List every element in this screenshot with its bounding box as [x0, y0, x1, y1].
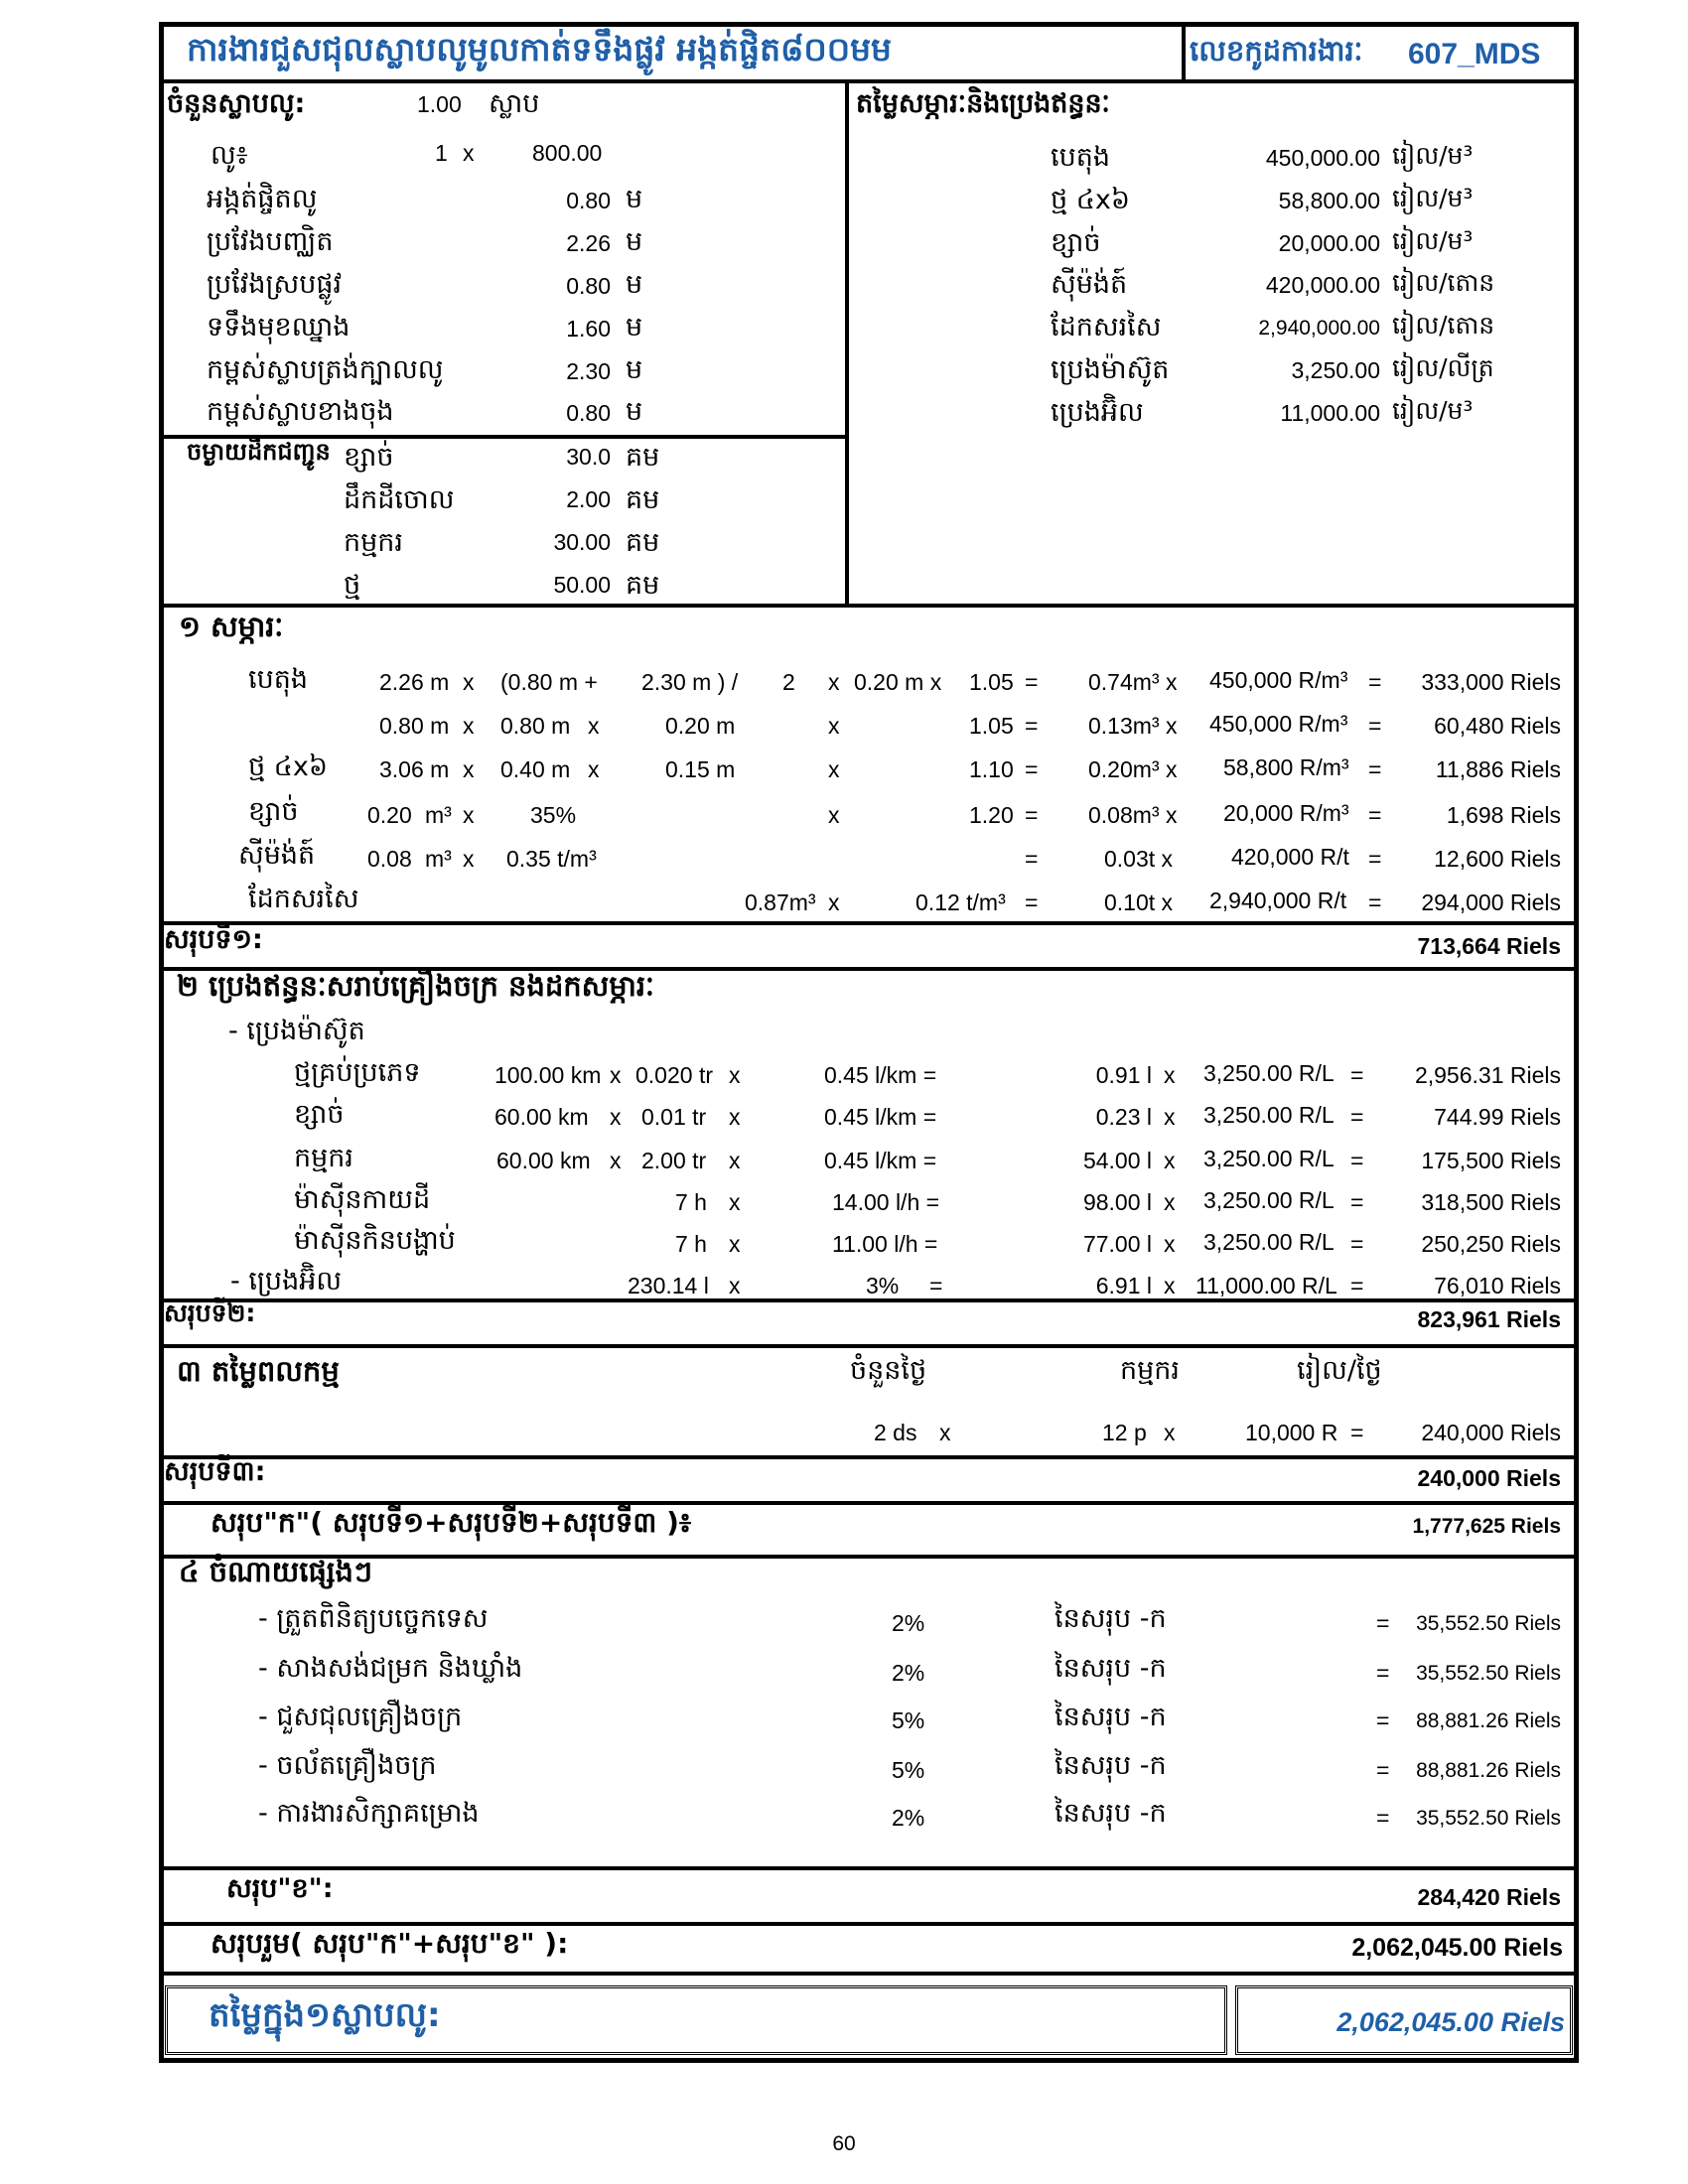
subtotal1-rule [159, 921, 1579, 925]
grand-total-label: សរុបរួម( សរុប"ក"+សរុប"ខ" ): [211, 1927, 569, 1960]
calc-cell: = [1350, 1148, 1364, 1173]
calc-cell: = [1368, 802, 1382, 828]
calc-cell: m³ [425, 846, 452, 872]
labor-workers-header: កម្មករ [1120, 1355, 1180, 1386]
fuel-heading: ២ ប្រេងឥន្ធនៈសរាប់គ្រឿងចក្រ នងដកសម្ភារៈ [177, 969, 654, 1003]
sand-label: ខ្សាច់ [248, 796, 299, 827]
calc-cell: = [1025, 802, 1039, 828]
total-b-label: សរុប"ខ": [226, 1873, 334, 1904]
calc-cell: x [610, 1148, 622, 1173]
calc-cell: 0.87m³ [745, 889, 816, 915]
calc-cell: x [588, 756, 600, 782]
calc-cell: 420,000 R/t [1231, 844, 1349, 870]
calc-cell: 450,000 R/m³ [1209, 667, 1348, 693]
price-label: ថ្ម ៤x៦ [1051, 185, 1130, 215]
oil-label: - ប្រេងអ៊ិល [230, 1266, 343, 1297]
line-amount: 35,552.50 Riels [1416, 1662, 1561, 1685]
section1-rule [159, 604, 1579, 608]
dim-label: ប្រវែងស្របផ្លូវ [207, 269, 343, 300]
calc-cell: 3,250.00 R/L [1203, 1146, 1335, 1171]
calc-cell: = [1350, 1189, 1364, 1215]
fuel-item-label: កម្មករ [294, 1143, 353, 1173]
misc-item-of: នៃសរុប -ក [1055, 1750, 1167, 1781]
calc-cell: = [1025, 846, 1039, 872]
calc-cell: 0.20m³ x [1088, 756, 1178, 782]
misc-item-label: - ចល័តគ្រឿងចក្រ [258, 1750, 437, 1781]
calc-cell: = [1376, 1757, 1390, 1783]
price-label: បេតុង [1051, 142, 1110, 173]
labor-days: 2 ds [874, 1420, 917, 1445]
calc-cell: 11,000.00 R/L [1196, 1273, 1337, 1298]
line-amount: 88,881.26 Riels [1416, 1759, 1561, 1782]
calc-cell: x [463, 756, 475, 782]
dim-unit: ម [626, 396, 643, 427]
price-label: ដែកសរសៃ [1051, 312, 1162, 342]
calc-cell: x [463, 846, 475, 872]
calc-cell: = [1376, 1610, 1390, 1636]
distance-label: ដឹកដីចោល [344, 484, 455, 515]
calc-cell: 3,250.00 R/L [1203, 1229, 1335, 1255]
dim-value: 0.80 [566, 188, 611, 213]
calc-cell: 77.00 l [1082, 1231, 1152, 1257]
dim-value: 2.26 [566, 230, 611, 256]
misc-item-of: នៃសរុប -ក [1055, 1603, 1167, 1634]
dim-unit: ម [626, 184, 643, 214]
calc-cell: 3% [866, 1273, 900, 1298]
subtotal1-label: សរុបទី១: [164, 924, 263, 955]
fuel-item-label: ម៉ាស៊ីនកិនបង្ហាប់ [294, 1225, 456, 1256]
labor-rate-header: រៀល/ថ្ងៃ [1297, 1355, 1382, 1386]
calc-cell: x [610, 1104, 622, 1130]
calc-cell: 35% [530, 802, 577, 828]
calc-cell: = [1350, 1231, 1364, 1257]
unit-price-value: 2,062,045.00 Riels [1336, 2007, 1565, 2037]
calc-cell: 450,000 R/m³ [1209, 711, 1348, 737]
line-amount: 12,600 Riels [1434, 846, 1561, 872]
calc-cell: 100.00 km [494, 1062, 602, 1088]
dim-value: 1.60 [566, 316, 611, 341]
calc-cell: x [588, 713, 600, 739]
calc-cell: 2 [782, 669, 795, 695]
calc-cell: 0.10t x [1104, 889, 1174, 915]
work-code-value: 607_MDS [1408, 38, 1541, 70]
price-label: ប្រេងម៉ាស៊ូត [1051, 354, 1170, 385]
calc-cell: = [929, 1273, 943, 1298]
dim-unit: ម [626, 312, 643, 342]
calc-cell: 3.06 m [379, 756, 450, 782]
calc-cell: 60.00 km [496, 1148, 591, 1173]
calc-cell: = [1376, 1660, 1390, 1686]
calc-cell: 0.01 tr [641, 1104, 707, 1130]
calc-cell: m³ [425, 802, 452, 828]
line-amount: 11,886 Riels [1435, 756, 1561, 782]
calc-cell: 6.91 l [1095, 1273, 1152, 1298]
calc-cell: x [463, 713, 475, 739]
cement-label: ស៊ីម៉ង់ត៍ [238, 840, 316, 871]
calc-cell: 54.00 l [1082, 1148, 1152, 1173]
calc-cell: 0.91 l [1095, 1062, 1152, 1088]
calc-cell: = [1025, 713, 1039, 739]
section3-rule [159, 1344, 1579, 1348]
calc-cell: = [1350, 1420, 1364, 1445]
calc-cell: x [729, 1273, 741, 1298]
dim-unit: ម [626, 269, 643, 300]
line-amount: 333,000 Riels [1421, 669, 1561, 695]
line-amount: 35,552.50 Riels [1416, 1807, 1561, 1830]
calc-cell: x [729, 1231, 741, 1257]
calc-cell: 0.020 tr [635, 1062, 713, 1088]
calc-cell: 1.05 [969, 669, 1014, 695]
calc-cell: 2.30 m ) / [641, 669, 739, 695]
line-amount: 744.99 Riels [1434, 1104, 1561, 1130]
calc-cell: x [463, 669, 475, 695]
labor-workers: 12 p [1102, 1420, 1147, 1445]
misc-item-of: នៃសរុប -ក [1055, 1653, 1167, 1684]
calc-cell: 14.00 l/h = [832, 1189, 940, 1215]
distance-label: កម្មករ [344, 527, 403, 558]
dim-value: 2.30 [566, 358, 611, 384]
dim-unit: ម [626, 226, 643, 257]
calc-cell: x [1164, 1420, 1176, 1445]
culvert-x: x [463, 140, 475, 166]
stone-label: ថ្ម ៤x៦ [248, 751, 328, 782]
info-divider [845, 79, 849, 606]
calc-cell: x [1164, 1189, 1176, 1215]
distance-value: 30.0 [566, 444, 611, 470]
price-value: 20,000.00 [1278, 230, 1380, 256]
price-label: ខ្សាច់ [1051, 227, 1101, 258]
calc-cell: = [1350, 1104, 1364, 1130]
dim-label: កម្ពស់ស្លាបខាងចុង [207, 396, 394, 427]
calc-cell: x [828, 802, 840, 828]
calc-cell: = [1025, 889, 1039, 915]
misc-item-pct: 2% [892, 1610, 925, 1636]
calc-cell: (0.80 m + [500, 669, 598, 695]
total-b-value: 284,420 Riels [1417, 1884, 1561, 1910]
calc-cell: x [1164, 1062, 1176, 1088]
total-a-value: 1,777,625 Riels [1412, 1515, 1561, 1538]
total-b-rule [159, 1866, 1579, 1870]
misc-item-label: - សាងសង់ជម្រក និងឃ្លាំង [258, 1653, 523, 1684]
calc-cell: = [1350, 1273, 1364, 1298]
quantity-heading: ចំនួនស្លាបលូ: [167, 88, 306, 119]
prices-heading: តម្លៃសម្ភារៈនិងប្រេងឥន្ធនៈ [856, 88, 1110, 119]
calc-cell: 60.00 km [494, 1104, 589, 1130]
calc-cell: = [1368, 846, 1382, 872]
price-value: 450,000.00 [1265, 145, 1380, 171]
price-label: ស៊ីម៉ង់ត៍ [1051, 269, 1128, 300]
price-value: 2,940,000.00 [1258, 317, 1380, 340]
calc-cell: = [1025, 756, 1039, 782]
calc-cell: 0.80 m [379, 713, 450, 739]
dim-value: 0.80 [566, 400, 611, 426]
calc-cell: 1.05 [969, 713, 1014, 739]
grand-total-value: 2,062,045.00 Riels [1351, 1934, 1563, 1962]
calc-cell: 11.00 l/h = [832, 1231, 938, 1257]
misc-item-label: - ជួសជុលគ្រឿងចក្រ [258, 1702, 463, 1732]
misc-item-pct: 5% [892, 1707, 925, 1733]
culvert-count: 1 [435, 140, 448, 166]
subtotal2-label: សរុបទី២: [164, 1298, 256, 1327]
line-amount: 1,698 Riels [1446, 802, 1561, 828]
calc-cell: x [828, 713, 840, 739]
distance-unit: គម [626, 484, 660, 515]
distance-value: 30.00 [553, 529, 611, 555]
distance-unit: គម [626, 442, 660, 473]
line-amount: 88,881.26 Riels [1416, 1709, 1561, 1732]
diesel-label: - ប្រេងម៉ាស៊ូត [228, 1016, 365, 1046]
labor-days-header: ចំនួនថ្ងៃ [850, 1355, 927, 1386]
calc-cell: 230.14 l [628, 1273, 709, 1298]
calc-cell: = [1368, 889, 1382, 915]
calc-cell: 0.80 m [500, 713, 571, 739]
price-unit: រៀល/លីត្រ [1392, 353, 1494, 382]
distance-unit: គម [626, 527, 660, 558]
calc-cell: 0.45 l/km = [824, 1148, 937, 1173]
calc-cell: 0.45 l/km = [824, 1104, 937, 1130]
calc-cell: 2.00 tr [641, 1148, 707, 1173]
calc-cell: 2.26 m [379, 669, 450, 695]
dim-label: អង្កត់ផ្ចិតលូ [207, 184, 318, 214]
calc-cell: 0.20 m [665, 713, 736, 739]
price-value: 58,800.00 [1278, 188, 1380, 213]
concrete-label: បេតុង [248, 664, 308, 695]
calc-cell: 3,250.00 R/L [1203, 1187, 1335, 1213]
price-value: 3,250.00 [1291, 357, 1380, 383]
calc-cell: = [1368, 713, 1382, 739]
line-amount: 240,000 Riels [1421, 1420, 1561, 1445]
calc-cell: 0.15 m [665, 756, 736, 782]
fuel-item-label: ថ្មគ្រប់ប្រភេទ [294, 1057, 421, 1088]
price-unit: រៀល/ម³ [1392, 141, 1474, 170]
price-unit: រៀល/តោន [1392, 311, 1495, 340]
calc-cell: 0.20 [367, 802, 412, 828]
calc-cell: x [1164, 1231, 1176, 1257]
calc-cell: 98.00 l [1082, 1189, 1152, 1215]
calc-cell: x [729, 1104, 741, 1130]
calc-cell: = [1368, 669, 1382, 695]
fuel-item-label: ម៉ាស៊ីនកាយដី [294, 1184, 431, 1215]
calc-cell: 0.74m³ x [1088, 669, 1178, 695]
calc-cell: 0.08m³ x [1088, 802, 1178, 828]
distance-label: ខ្សាច់ [344, 442, 394, 473]
calc-cell: 0.23 l [1095, 1104, 1152, 1130]
dim-value: 0.80 [566, 273, 611, 299]
subtotal1-value: 713,664 Riels [1417, 933, 1561, 959]
calc-cell: x [1164, 1148, 1176, 1173]
calc-cell: 7 h [675, 1189, 707, 1215]
calc-cell: 0.08 [367, 846, 412, 872]
materials-heading: ១ សម្ភារៈ [179, 610, 284, 643]
calc-cell: 0.03t x [1104, 846, 1174, 872]
calc-cell: x [828, 889, 840, 915]
dim-unit: ម [626, 354, 643, 385]
price-unit: រៀល/តោន [1392, 268, 1495, 297]
calc-cell: = [1025, 669, 1039, 695]
calc-cell: = [1350, 1062, 1364, 1088]
line-amount: 294,000 Riels [1421, 889, 1561, 915]
line-amount: 35,552.50 Riels [1416, 1612, 1561, 1635]
calc-cell: 1.20 [969, 802, 1014, 828]
culvert-length: 800.00 [532, 140, 603, 166]
calc-cell: x [828, 756, 840, 782]
unit-price-rule [159, 1972, 1579, 1976]
dim-label: ទទឹងមុខឈ្នាង [207, 312, 351, 342]
price-unit: រៀល/ម³ [1392, 184, 1474, 212]
price-unit: រៀល/ម³ [1392, 226, 1474, 255]
line-amount: 60,480 Riels [1434, 713, 1561, 739]
culvert-label: លូ៖ [211, 140, 248, 171]
calc-cell: 0.12 t/m³ [915, 889, 1006, 915]
calc-cell: x [729, 1062, 741, 1088]
price-label: ប្រេងអ៊ិល [1051, 397, 1144, 428]
line-amount: 318,500 Riels [1421, 1189, 1561, 1215]
fuel-item-label: ខ្សាច់ [294, 1099, 345, 1130]
work-title: ការងារជួសជុលស្លាបលូមូលកាត់ទទឹងផ្លូវ អង្កត់ផ្ចិត៨០០មម [187, 30, 892, 68]
header-rule [159, 79, 1579, 83]
header-divider [1182, 22, 1186, 81]
distance-value: 50.00 [553, 572, 611, 598]
calc-cell: 0.13m³ x [1088, 713, 1178, 739]
calc-cell: 0.20 m x [854, 669, 942, 695]
misc-item-label: - ការងារសិក្សាគម្រោង [258, 1798, 480, 1829]
page-number: 60 [832, 2132, 856, 2155]
calc-cell: x [729, 1189, 741, 1215]
calc-cell: 3,250.00 R/L [1203, 1102, 1335, 1128]
misc-item-label: - ត្រួតពិនិត្យបច្ចេកទេស [258, 1603, 489, 1634]
subtotal2-rule [159, 1298, 1579, 1302]
total-a-label: សរុប"ក"( សរុបទី១+សរុបទី២+សរុបទី៣ )៖ [211, 1506, 692, 1539]
subtotal2-value: 823,961 Riels [1417, 1306, 1561, 1332]
line-amount: 175,500 Riels [1421, 1148, 1561, 1173]
calc-cell: x [463, 802, 475, 828]
subtotal3-value: 240,000 Riels [1417, 1465, 1561, 1491]
misc-item-pct: 5% [892, 1757, 925, 1783]
calc-cell: x [729, 1148, 741, 1173]
price-value: 420,000.00 [1265, 272, 1380, 298]
misc-item-of: នៃសរុប -ក [1055, 1702, 1167, 1732]
misc-heading: ៤ ចំណាយផ្សេងៗ [179, 1555, 373, 1588]
distance-heading: ចម្ងាយដឹកជញ្ជូន [187, 438, 331, 466]
subtotal3-rule [159, 1455, 1579, 1459]
calc-cell: 58,800 R/m³ [1223, 754, 1349, 780]
line-amount: 76,010 Riels [1434, 1273, 1561, 1298]
calc-cell: 0.35 t/m³ [506, 846, 597, 872]
calc-cell: = [1376, 1707, 1390, 1733]
distance-label: ថ្ម [344, 570, 361, 601]
misc-item-pct: 2% [892, 1660, 925, 1686]
calc-cell: 7 h [675, 1231, 707, 1257]
calc-cell: 3,250.00 R/L [1203, 1060, 1335, 1086]
line-amount: 2,956.31 Riels [1414, 1062, 1561, 1088]
calc-cell: x [939, 1420, 951, 1445]
calc-cell: = [1368, 756, 1382, 782]
calc-cell: x [610, 1062, 622, 1088]
calc-cell: = [1376, 1805, 1390, 1831]
dim-label: កម្ពស់ស្លាបត្រង់ក្បាលលូ [207, 354, 444, 385]
calc-cell: x [828, 669, 840, 695]
work-code-label: លេខកូដការងារៈ [1190, 34, 1363, 68]
unit-price-label: តម្លៃក្នុង១ស្លាបលូ: [209, 1995, 441, 2035]
calc-cell: 0.40 m [500, 756, 571, 782]
quantity-value: 1.00 [417, 91, 462, 117]
steel-label: ដែកសរសៃ [248, 884, 359, 914]
labor-heading: ៣ តម្លៃពលកម្ម [177, 1354, 340, 1388]
misc-item-pct: 2% [892, 1805, 925, 1831]
price-unit: រៀល/ម³ [1392, 396, 1474, 425]
calc-cell: 2,940,000 R/t [1209, 887, 1347, 913]
calc-cell: 0.45 l/km = [824, 1062, 937, 1088]
misc-item-of: នៃសរុប -ក [1055, 1798, 1167, 1829]
distance-value: 2.00 [566, 486, 611, 512]
line-amount: 250,250 Riels [1421, 1231, 1561, 1257]
calc-cell: 20,000 R/m³ [1223, 800, 1349, 826]
distance-unit: គម [626, 570, 660, 601]
dim-label: ប្រវែងបញ្ឈិត [207, 226, 334, 257]
quantity-unit: ស្លាប [489, 88, 540, 119]
calc-cell: x [1164, 1104, 1176, 1130]
subtotal3-label: សរុបទី៣: [164, 1456, 266, 1487]
calc-cell: x [1164, 1273, 1176, 1298]
calc-cell: 1.10 [969, 756, 1014, 782]
price-value: 11,000.00 [1280, 400, 1380, 426]
labor-rate: 10,000 R [1245, 1420, 1338, 1445]
